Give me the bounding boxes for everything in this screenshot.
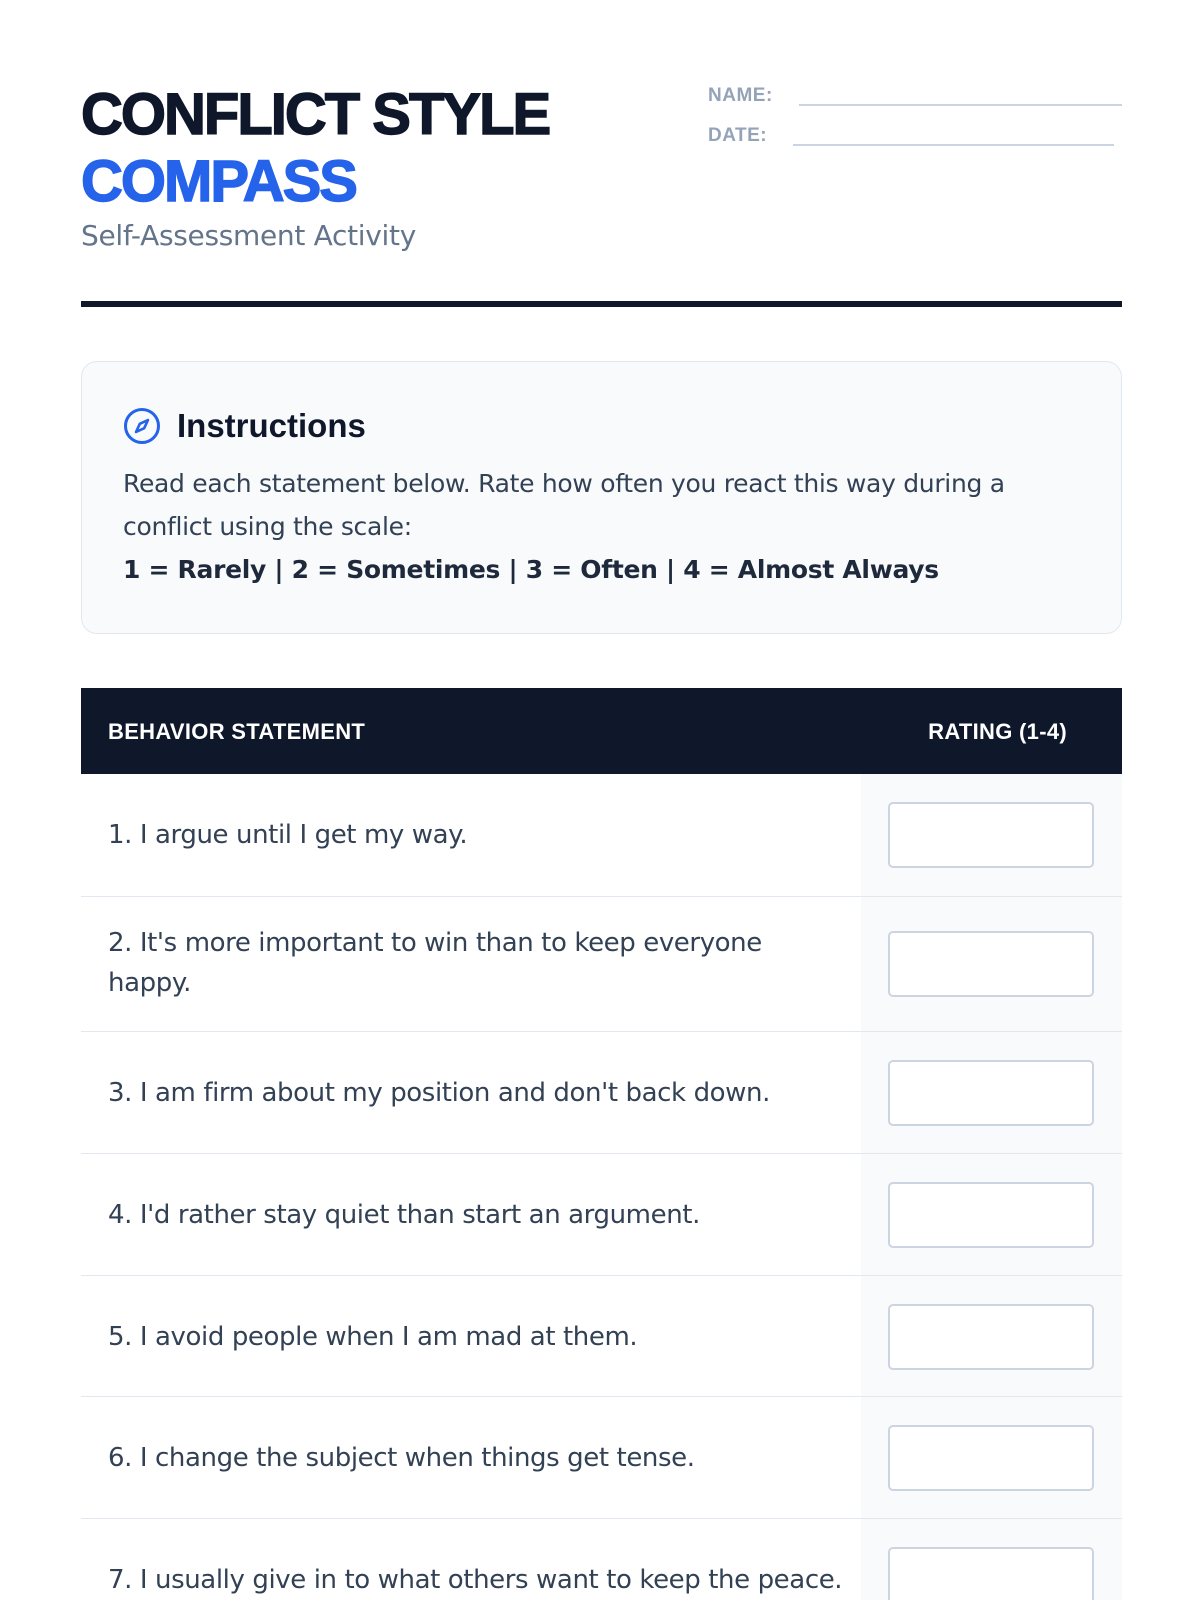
statement-text: 1. I argue until I get my way. bbox=[108, 820, 468, 850]
table-row bbox=[81, 1276, 1122, 1397]
rating-scale: 1 = Rarely | 2 = Sometimes | 3 = Often | 4 = Almost Always bbox=[123, 555, 939, 584]
rating-input[interactable] bbox=[888, 802, 1094, 868]
compass-icon bbox=[123, 407, 161, 445]
table-row bbox=[81, 897, 1122, 1032]
name-field[interactable] bbox=[708, 80, 1122, 108]
table-row bbox=[81, 1032, 1122, 1154]
instructions-panel bbox=[81, 361, 1122, 634]
statement-text: 6. I change the subject when things get tense. bbox=[108, 1443, 695, 1473]
instructions-text: Read each statement below. Rate how often you react this way during a conflict using the scale: bbox=[123, 469, 1005, 541]
name-line[interactable] bbox=[799, 104, 1122, 106]
table-row bbox=[81, 1154, 1122, 1276]
table-row bbox=[81, 774, 1122, 897]
instructions-heading bbox=[123, 406, 366, 446]
date-label: DATE: bbox=[708, 125, 768, 146]
header-divider bbox=[81, 301, 1122, 307]
page-title-line-1: CONFLICT STYLE bbox=[81, 82, 550, 147]
worksheet-header bbox=[81, 0, 1122, 310]
table-row bbox=[81, 1397, 1122, 1519]
rating-input[interactable] bbox=[888, 931, 1094, 997]
table-row bbox=[81, 1519, 1122, 1600]
column-header-rating: RATING (1-4) bbox=[928, 719, 1067, 744]
date-field[interactable] bbox=[708, 120, 1114, 148]
rating-input[interactable] bbox=[888, 1060, 1094, 1126]
statement-text: 3. I am firm about my position and don't back down. bbox=[108, 1078, 770, 1108]
rating-input[interactable] bbox=[888, 1425, 1094, 1491]
rating-input[interactable] bbox=[888, 1547, 1094, 1600]
date-line[interactable] bbox=[793, 144, 1114, 146]
statement-text: 5. I avoid people when I am mad at them. bbox=[108, 1322, 638, 1352]
instructions-title: Instructions bbox=[177, 407, 366, 444]
statement-text: 7. I usually give in to what others want to keep the peace. bbox=[108, 1565, 843, 1595]
page-title-line-2: COMPASS bbox=[81, 149, 356, 214]
name-label: NAME: bbox=[708, 85, 773, 106]
statement-text: 4. I'd rather stay quiet than start an argument. bbox=[108, 1200, 700, 1230]
column-header-statement: BEHAVIOR STATEMENT bbox=[108, 719, 366, 744]
rating-input[interactable] bbox=[888, 1182, 1094, 1248]
page-subtitle: Self-Assessment Activity bbox=[81, 219, 416, 252]
table-header bbox=[81, 688, 1122, 774]
statement-text: 2. It's more important to win than to keep everyone happy. bbox=[108, 928, 762, 998]
worksheet-page bbox=[81, 0, 1122, 1600]
assessment-table bbox=[81, 688, 1122, 1600]
rating-input[interactable] bbox=[888, 1304, 1094, 1370]
